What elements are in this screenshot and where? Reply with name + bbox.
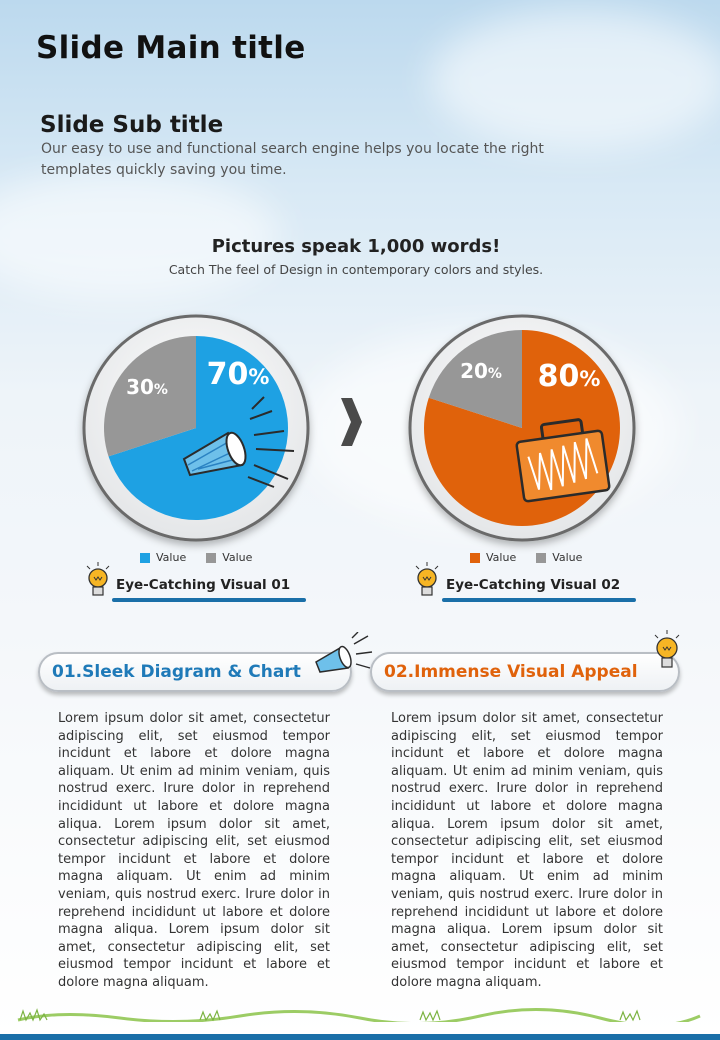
section-body-1: Lorem ipsum dolor sit amet, consectetur adipiscing elit, set eiusmod tempor incidunt et labore et dolore magna aliquam. Ut enim ad minim veniam, quis nostrud exerc. Irure dolor in reprehend incididunt ut labore et dolore magna aliqua. Lorem ipsum dolor sit amet, consectetur adipiscing elit, set eiusmod tempor incidunt et labore et dolore magna aliquam. Ut enim ad minim veniam, quis nostrud exerc. Irure dolor in reprehend incididunt ut labore et dolore magna aliqua. Lorem ipsum dolor sit amet, consectetur adipiscing elit, set eiusmod tempor incidunt et labore et dolore magna aliquam.	[58, 711, 330, 990]
legend-label: Value	[222, 551, 253, 564]
slide-main-title: Slide Main title	[36, 30, 306, 66]
caption-visual-2: Eye-Catching Visual 02	[446, 577, 621, 593]
section-title: Immense Visual Appeal	[414, 662, 638, 682]
pie-slice-label: 70%	[206, 357, 270, 392]
bottom-bar	[0, 1034, 720, 1040]
section-header-2	[370, 652, 680, 692]
megaphone-icon	[312, 632, 374, 678]
pie-slice-label: 20%	[460, 359, 502, 383]
chevron-right-icon	[341, 398, 362, 446]
legend-label: Value	[486, 551, 517, 564]
section-header-1	[38, 652, 352, 692]
slide-sub-title: Slide Sub title	[40, 112, 224, 138]
legend-swatch-blue	[140, 553, 150, 563]
legend-label: Value	[552, 551, 583, 564]
caption-underline	[112, 598, 306, 602]
section-number: 02.	[384, 662, 415, 682]
chart1-legend	[140, 551, 252, 564]
lightbulb-icon	[652, 630, 682, 676]
caption-underline	[442, 598, 636, 602]
legend-swatch-gray	[536, 553, 546, 563]
pie-slice-label: 80%	[537, 359, 601, 394]
legend-swatch-orange	[470, 553, 480, 563]
section-title: Sleek Diagram & Chart	[82, 662, 301, 682]
chart2-legend	[470, 551, 582, 564]
pictures-subtitle: Catch The feel of Design in contemporary colors and styles.	[168, 262, 544, 277]
section-body-2: Lorem ipsum dolor sit amet, consectetur adipiscing elit, set eiusmod tempor incidunt et labore et dolore magna aliquam. Ut enim ad minim veniam, quis nostrud exerc. Irure dolor in reprehend incididunt ut labore et dolore magna aliqua. Lorem ipsum dolor sit amet, consectetur adipiscing elit, set eiusmod tempor incidunt et labore et dolore magna aliquam. Ut enim ad minim veniam, quis nostrud exerc. Irure dolor in reprehend incididunt ut labore et dolore magna aliqua. Lorem ipsum dolor sit amet, consectetur adipiscing elit, set eiusmod tempor incidunt et labore et dolore magna aliquam.	[391, 711, 663, 990]
legend-label: Value	[156, 551, 187, 564]
pictures-title: Pictures speak 1,000 words!	[211, 236, 501, 257]
slide-description: Our easy to use and functional search engine helps you locate the right templates quickly saving you time.	[41, 141, 544, 178]
grass-decoration	[0, 1004, 720, 1022]
pie-slice-label: 30%	[126, 375, 168, 399]
caption-visual-1: Eye-Catching Visual 01	[116, 577, 291, 593]
lightbulb-icon	[413, 562, 441, 604]
legend-swatch-gray	[206, 553, 216, 563]
section-number: 01.	[52, 662, 83, 682]
lightbulb-icon	[84, 562, 112, 604]
